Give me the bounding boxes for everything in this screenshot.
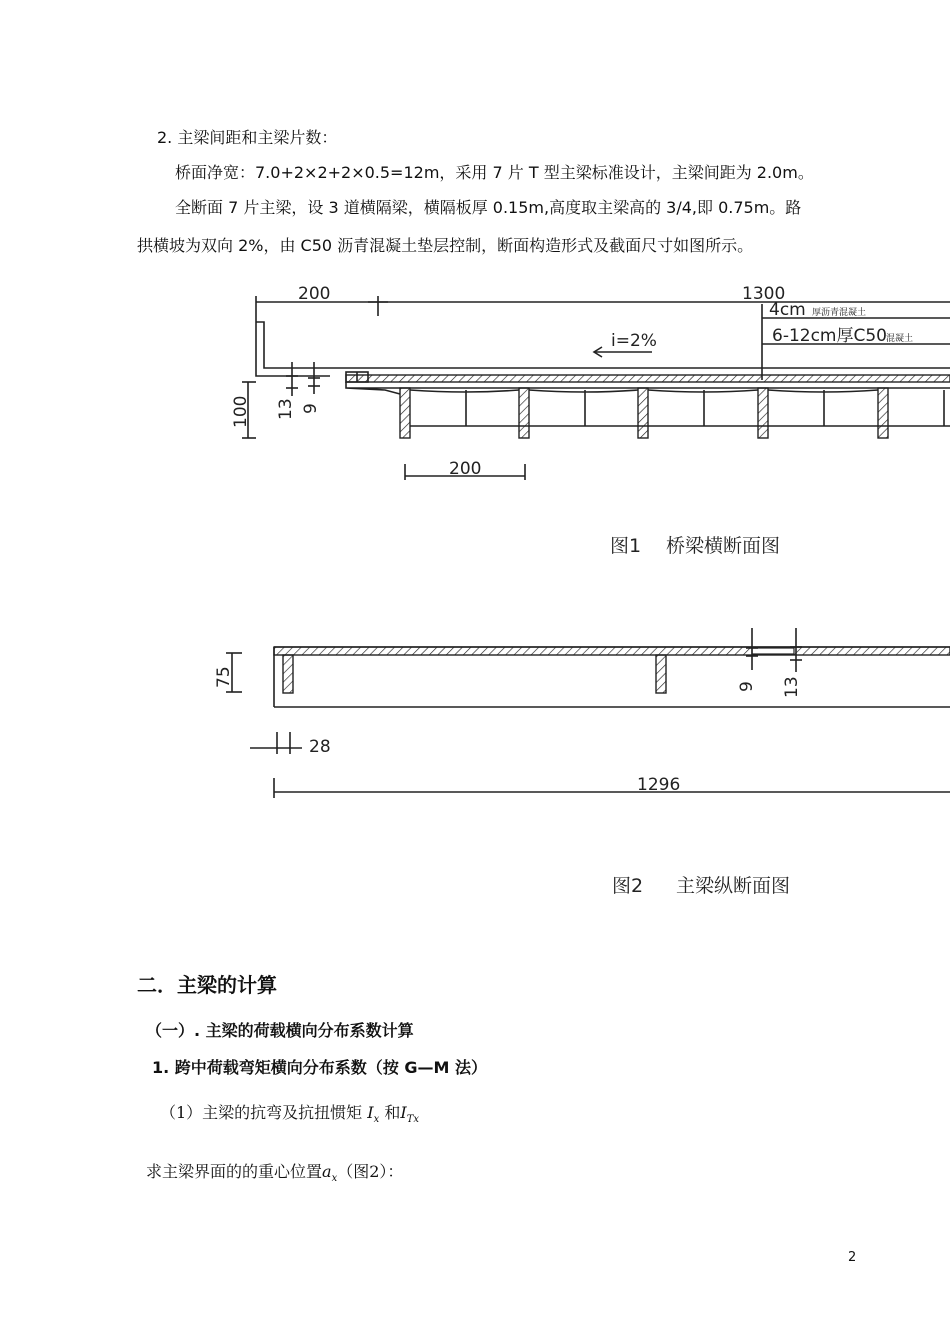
fig1-slope-indicator <box>594 331 657 357</box>
fig1-girders <box>400 388 950 438</box>
subsubsection-heading: 1. 跨中荷载弯矩横向分布系数（按 G—M 法） <box>152 1058 487 1077</box>
fig1-caption-number: 图1 <box>610 535 642 557</box>
fig2-dim-9: 9 <box>737 681 757 692</box>
paragraph-deck-width: 桥面净宽：7.0+2×2+2×0.5=12m，采用 7 片 T 型主梁标准设计，主梁间距为 2.0m。 <box>175 163 814 182</box>
fig1-layer1: 4cm <box>769 300 806 320</box>
figure-1-cross-section <box>0 0 950 600</box>
fig1-left-dimensions <box>231 362 321 438</box>
centroid-prefix: 求主梁界面的的重心位置 <box>146 1162 323 1181</box>
item-1-and: 和 <box>384 1103 401 1122</box>
page-number: 2 <box>848 1250 857 1265</box>
centroid-line <box>146 1162 403 1189</box>
fig1-dim-100: 100 <box>231 395 251 428</box>
fig1-dim-200-spacing: 200 <box>449 459 482 479</box>
fig2-dim-1296: 1296 <box>637 775 681 795</box>
fig2-deck <box>274 647 950 707</box>
fig2-dim-28: 28 <box>309 737 331 757</box>
fig1-layer2-note: 混凝土 <box>886 334 914 344</box>
section-heading: 2. 主梁间距和主梁片数： <box>157 128 338 147</box>
fig2-dim-13: 13 <box>782 676 802 698</box>
figure-2-longitudinal-section <box>0 600 950 920</box>
paragraph-girders-line1: 全断面 7 片主梁，设 3 道横隔梁，横隔板厚 0.15m,高度取主梁高的 3/4,即 0.75m。路 <box>175 198 802 217</box>
fig2-caption-number: 图2 <box>612 875 644 897</box>
fig1-slope-label: i=2% <box>611 331 657 351</box>
fig1-dim-1300: 1300 <box>742 284 786 304</box>
fig2-dim-75: 75 <box>214 666 234 688</box>
item-1-prefix: （1）主梁的抗弯及抗扭惯矩 <box>160 1103 363 1122</box>
fig1-dim-9: 9 <box>301 403 321 414</box>
fig1-spacing-dimension <box>405 459 525 480</box>
fig1-layer1-note: 厚沥青混凝土 <box>812 308 867 318</box>
var-ax: $a_x$ <box>322 1162 338 1185</box>
item-1-line <box>160 1103 419 1130</box>
centroid-suffix: （图2）： <box>337 1162 404 1181</box>
paragraph-girders-line2: 拱横坡为双向 2%，由 C50 沥青混凝土垫层控制，断面构造形式及截面尺寸如图所示。 <box>137 236 754 255</box>
fig1-caption-text: 桥梁横断面图 <box>666 535 781 557</box>
fig1-dim-200-top: 200 <box>298 284 331 304</box>
var-Ix: $I_x$ <box>367 1103 380 1126</box>
fig1-layer2: 6-12cm厚C50 <box>772 326 887 346</box>
fig2-caption-text: 主梁纵断面图 <box>676 875 791 897</box>
fig2-diaphragms <box>283 655 666 693</box>
chapter-title: 二．主梁的计算 <box>137 973 277 997</box>
subsection-heading: （一）. 主梁的荷载横向分布系数计算 <box>146 1021 414 1040</box>
fig1-railing <box>256 322 368 382</box>
fig1-dim-13: 13 <box>276 398 296 420</box>
var-ITx: $I_{Tx}$ <box>400 1103 419 1126</box>
